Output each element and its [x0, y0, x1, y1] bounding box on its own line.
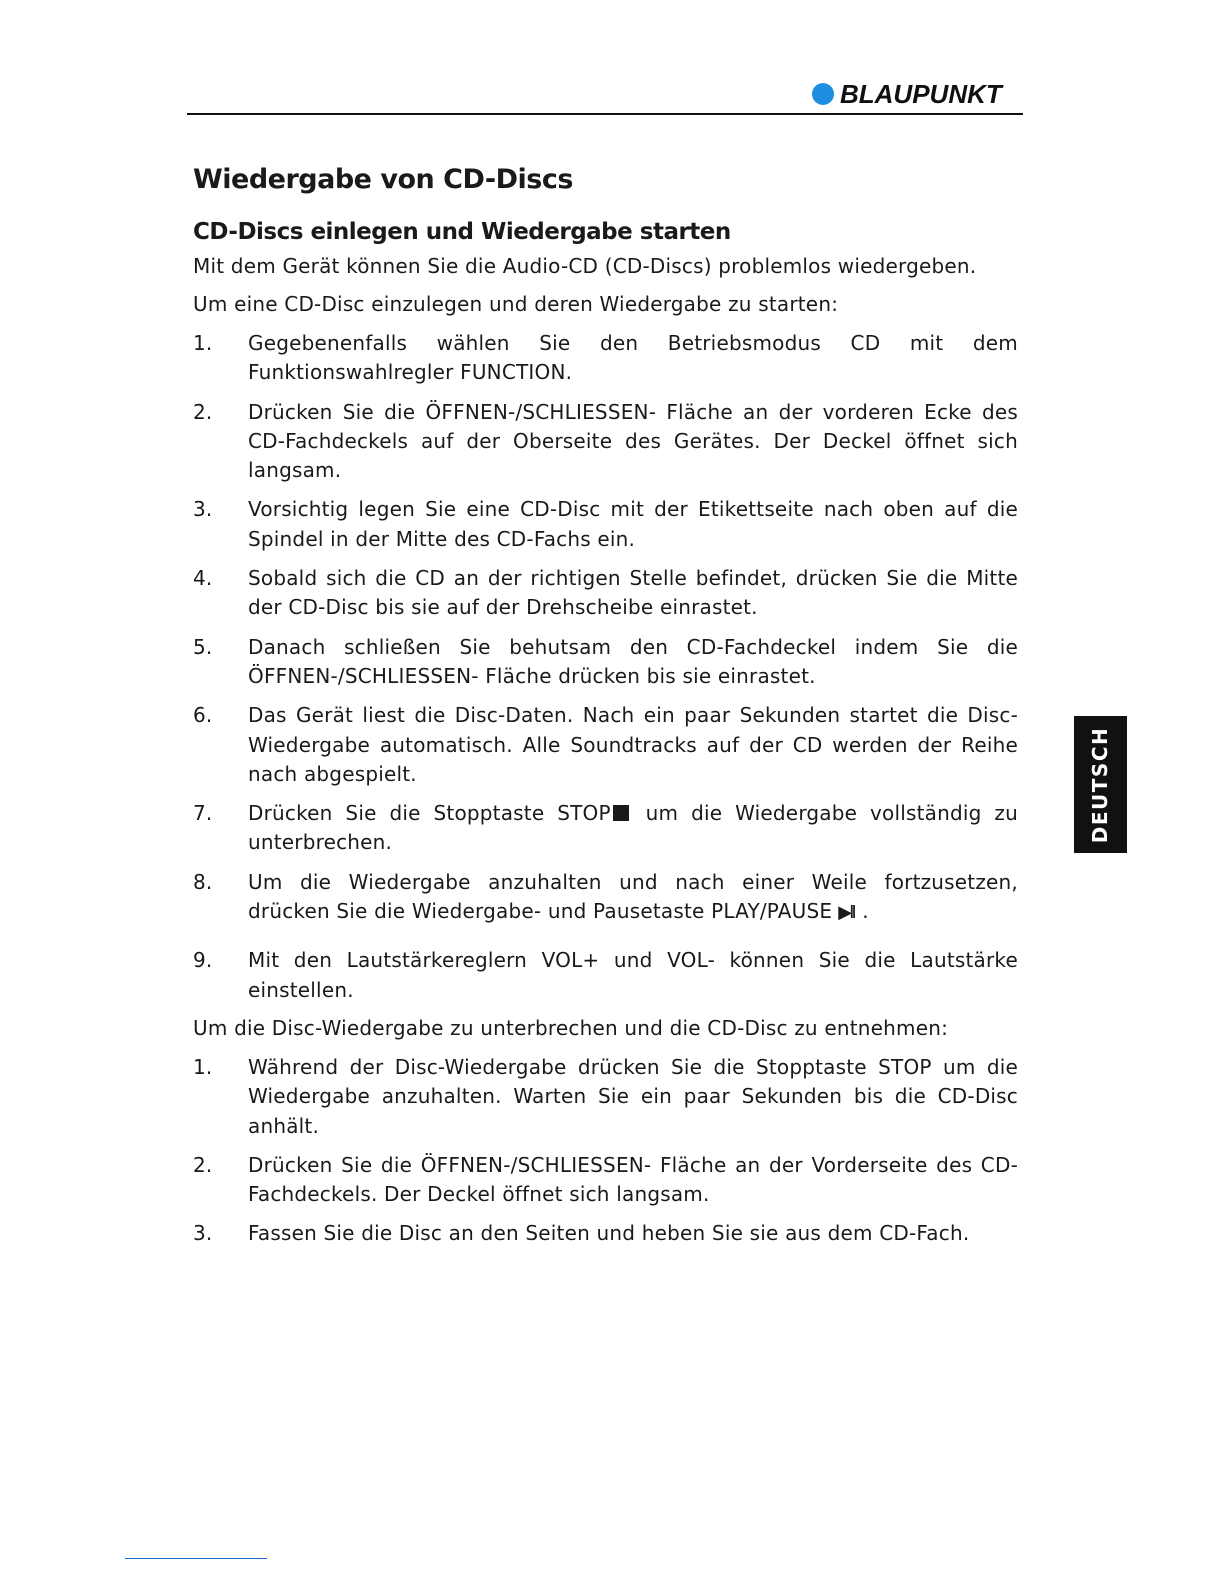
- start-steps-list: [193, 329, 1018, 1005]
- step-text-after: .: [855, 899, 869, 924]
- step-text-before: Drücken Sie die Stopptaste STOP: [248, 801, 611, 826]
- brand-name: BLAUPUNKT: [840, 78, 1002, 109]
- page-content: [193, 160, 1018, 1249]
- step-number: 3.: [193, 497, 213, 522]
- list-item: [193, 701, 1018, 789]
- step-number: 2.: [193, 399, 213, 424]
- step-text: Drücken Sie die ÖFFNEN-/SCHLIESSEN- Fläche an der vorderen Ecke des CD-Fachdeckels auf der Oberseite des Gerätes. Der Deckel öffnet sich langsam.: [248, 399, 1018, 483]
- step-number: 9.: [193, 948, 213, 973]
- page-title: Wiedergabe von CD-Discs: [193, 164, 573, 195]
- list-item: [193, 564, 1018, 623]
- section-title: CD-Discs einlegen und Wiedergabe starten: [193, 219, 731, 245]
- step-text: Drücken Sie die ÖFFNEN-/SCHLIESSEN- Fläche an der Vorderseite des CD-Fachdeckels. Der Deckel öffnet sich langsam.: [248, 1152, 1018, 1207]
- intro-paragraph: Mit dem Gerät können Sie die Audio-CD (CD-Discs) problemlos wiedergeben.: [193, 254, 977, 278]
- footer-line: [125, 1558, 267, 1559]
- step-text-before: Um die Wiedergabe anzuhalten und nach einer Weile fortzusetzen, drücken Sie die Wiedergabe- und Pausetaste PLAY/PAUSE: [248, 869, 1018, 924]
- step-text: Das Gerät liest die Disc-Daten. Nach ein paar Sekunden startet die Disc-Wiedergabe automatisch. Alle Soundtracks auf der CD werden der Reihe nach abgespielt.: [248, 703, 1018, 786]
- step-text: Gegebenenfalls wählen Sie den Betriebsmodus CD mit dem Funktionswahlregler FUNCTION.: [248, 331, 1018, 385]
- language-tab-label: DEUTSCH: [1088, 726, 1113, 843]
- step-number: 1.: [193, 1054, 213, 1079]
- step-number: 2.: [193, 1152, 213, 1177]
- stop-steps-list: [193, 1053, 1018, 1249]
- step-number: 3.: [193, 1221, 213, 1246]
- step-number: 5.: [193, 634, 213, 659]
- step-text-after: um die Wiedergabe vollständig zu unterbrechen.: [248, 801, 1019, 855]
- step-number: 8.: [193, 869, 213, 894]
- step-text: Fassen Sie die Disc an den Seiten und heben Sie sie aus dem CD-Fach.: [248, 1221, 970, 1246]
- step-number: 6.: [193, 703, 213, 728]
- list-item: [193, 868, 1018, 928]
- start-lead: Um eine CD-Disc einzulegen und deren Wiedergabe zu starten:: [193, 292, 839, 316]
- brand-logo: [812, 80, 1024, 108]
- step-text: Danach schließen Sie behutsam den CD-Fachdeckel indem Sie die ÖFFNEN-/SCHLIESSEN- Fläche drücken bis sie einrastet.: [248, 634, 1018, 688]
- stop-lead: Um die Disc-Wiedergabe zu unterbrechen und die CD-Disc zu entnehmen:: [193, 1015, 949, 1040]
- list-item: [193, 1053, 1018, 1141]
- list-item: [193, 329, 1018, 388]
- stop-icon: [613, 805, 629, 821]
- step-text: Sobald sich die CD an der richtigen Stelle befindet, drücken Sie die Mitte der CD-Disc bis sie auf der Drehscheibe einrastet.: [248, 566, 1018, 620]
- list-item: [193, 1219, 1018, 1248]
- step-text: Mit den Lautstärkereglern VOL+ und VOL- können Sie die Lautstärke einstellen.: [248, 948, 1018, 1002]
- step-number: 4.: [193, 566, 213, 591]
- list-item: [193, 398, 1018, 486]
- brand-dot-icon: [812, 83, 834, 105]
- play-pause-icon: ▶II: [838, 902, 854, 924]
- step-text: Vorsichtig legen Sie eine CD-Disc mit der Etikettseite nach oben auf die Spindel in der Mitte des CD-Fachs ein.: [248, 497, 1018, 551]
- step-text: Während der Disc-Wiedergabe drücken Sie die Stopptaste STOP um die Wiedergabe anzuhalten. Warten Sie ein paar Sekunden bis die CD-Disc anhält.: [248, 1054, 1018, 1138]
- list-item: [193, 495, 1018, 554]
- list-item: [193, 946, 1018, 1005]
- step-number: 1.: [193, 331, 213, 355]
- list-item: [193, 799, 1018, 858]
- language-tab: [1074, 716, 1127, 853]
- header-rule: [187, 113, 1023, 115]
- list-item: [193, 633, 1018, 692]
- list-item: [193, 1151, 1018, 1210]
- step-number: 7.: [193, 801, 213, 826]
